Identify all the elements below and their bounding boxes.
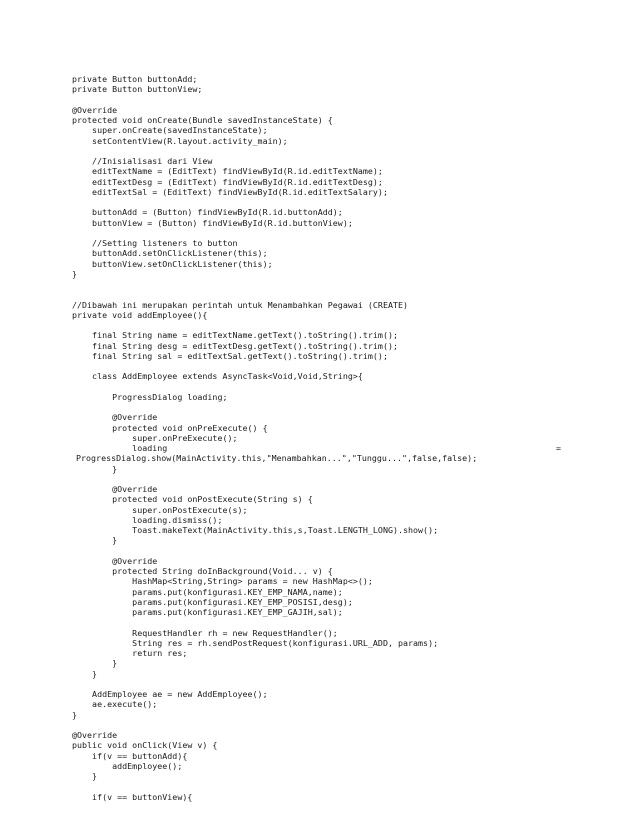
code-line: }	[72, 668, 98, 679]
code-line: ProgressDialog loading;	[72, 391, 228, 402]
code-line: final String desg = editTextDesg.getText().toString().trim();	[72, 340, 398, 351]
code-line: }	[72, 463, 118, 474]
code-line: ProgressDialog.show(MainActivity.this,"Menambahkan...","Tunggu...",false,false);	[76, 453, 478, 464]
code-line: params.put(konfigurasi.KEY_EMP_GAJIH,sal);	[72, 607, 343, 617]
code-line: @Override	[72, 730, 118, 740]
code-line: String res = rh.sendPostRequest(konfigurasi.URL_ADD, params);	[72, 637, 439, 648]
code-line: class AddEmployee extends AsyncTask<Void,Void,String>{	[72, 371, 363, 382]
code-line: setContentView(R.layout.activity_main);	[72, 135, 288, 146]
code-line: loading	[72, 443, 168, 453]
code-line: buttonView = (Button) findViewById(R.id.buttonView);	[72, 217, 353, 228]
code-line: addEmployee();	[72, 760, 183, 771]
code-line: @Override	[72, 484, 158, 494]
code-line: protected void onPostExecute(String s) {	[72, 494, 313, 505]
code-line: //Setting listeners to button	[72, 238, 238, 248]
code-line: super.onCreate(savedInstanceState);	[72, 125, 268, 136]
code-line: final String sal = editTextSal.getText().toString().trim();	[72, 350, 388, 361]
code-line: public void onClick(View v) {	[72, 740, 218, 751]
code-line: ae.execute();	[72, 699, 158, 710]
code-line: return res;	[72, 648, 188, 658]
code-line: buttonAdd.setOnClickListener(this);	[72, 248, 268, 259]
code-line: private Button buttonAdd;	[72, 74, 198, 84]
code-line: protected void onPreExecute() {	[72, 422, 268, 433]
code-line: //Dibawah ini merupakan perintah untuk Menambahkan Pegawai (CREATE)	[72, 299, 409, 310]
code-line: @Override	[72, 555, 158, 566]
code-line: private Button buttonView;	[72, 84, 203, 95]
code-line: final String name = editTextName.getText().toString().trim();	[72, 330, 398, 341]
code-line: editTextName = (EditText) findViewById(R.id.editTextName);	[72, 166, 383, 177]
code-line: @Override	[72, 104, 118, 115]
code-line: Toast.makeText(MainActivity.this,s,Toast.LENGTH_LONG).show();	[72, 525, 439, 535]
code-line: loading.dismiss();	[72, 514, 223, 525]
code-line: buttonView.setOnClickListener(this);	[72, 258, 273, 269]
code-line: }	[72, 771, 98, 781]
code-line: protected String doInBackground(Void... v) {	[72, 566, 333, 576]
code-line: }	[72, 268, 78, 279]
code-line: editTextDesg = (EditText) findViewById(R.id.editTextDesg);	[72, 176, 383, 187]
wrapped-assignment-operator: =	[556, 443, 561, 453]
code-line: if(v == buttonAdd){	[72, 750, 188, 761]
code-line: editTextSal = (EditText) findViewById(R.id.editTextSalary);	[72, 186, 388, 197]
code-line: @Override	[72, 412, 158, 423]
code-line: super.onPreExecute();	[72, 432, 238, 443]
code-line: private void addEmployee(){	[72, 309, 208, 320]
code-line: //Inisialisasi dari View	[72, 156, 213, 166]
code-line: }	[72, 658, 118, 669]
code-line: buttonAdd = (Button) findViewById(R.id.buttonAdd);	[72, 207, 343, 218]
code-line: protected void onCreate(Bundle savedInstanceState) {	[72, 115, 333, 125]
code-line: HashMap<String,String> params = new HashMap<>();	[72, 576, 373, 587]
code-line: }	[72, 535, 118, 546]
code-line: RequestHandler rh = new RequestHandler();	[72, 627, 338, 638]
code-line: if(v == buttonView){	[72, 791, 193, 802]
code-line: params.put(konfigurasi.KEY_EMP_POSISI,desg);	[72, 596, 353, 607]
code-line: super.onPostExecute(s);	[72, 504, 248, 515]
code-line: params.put(konfigurasi.KEY_EMP_NAMA,name);	[72, 586, 343, 597]
code-line: AddEmployee ae = new AddEmployee();	[72, 689, 268, 699]
code-line: }	[72, 709, 78, 720]
